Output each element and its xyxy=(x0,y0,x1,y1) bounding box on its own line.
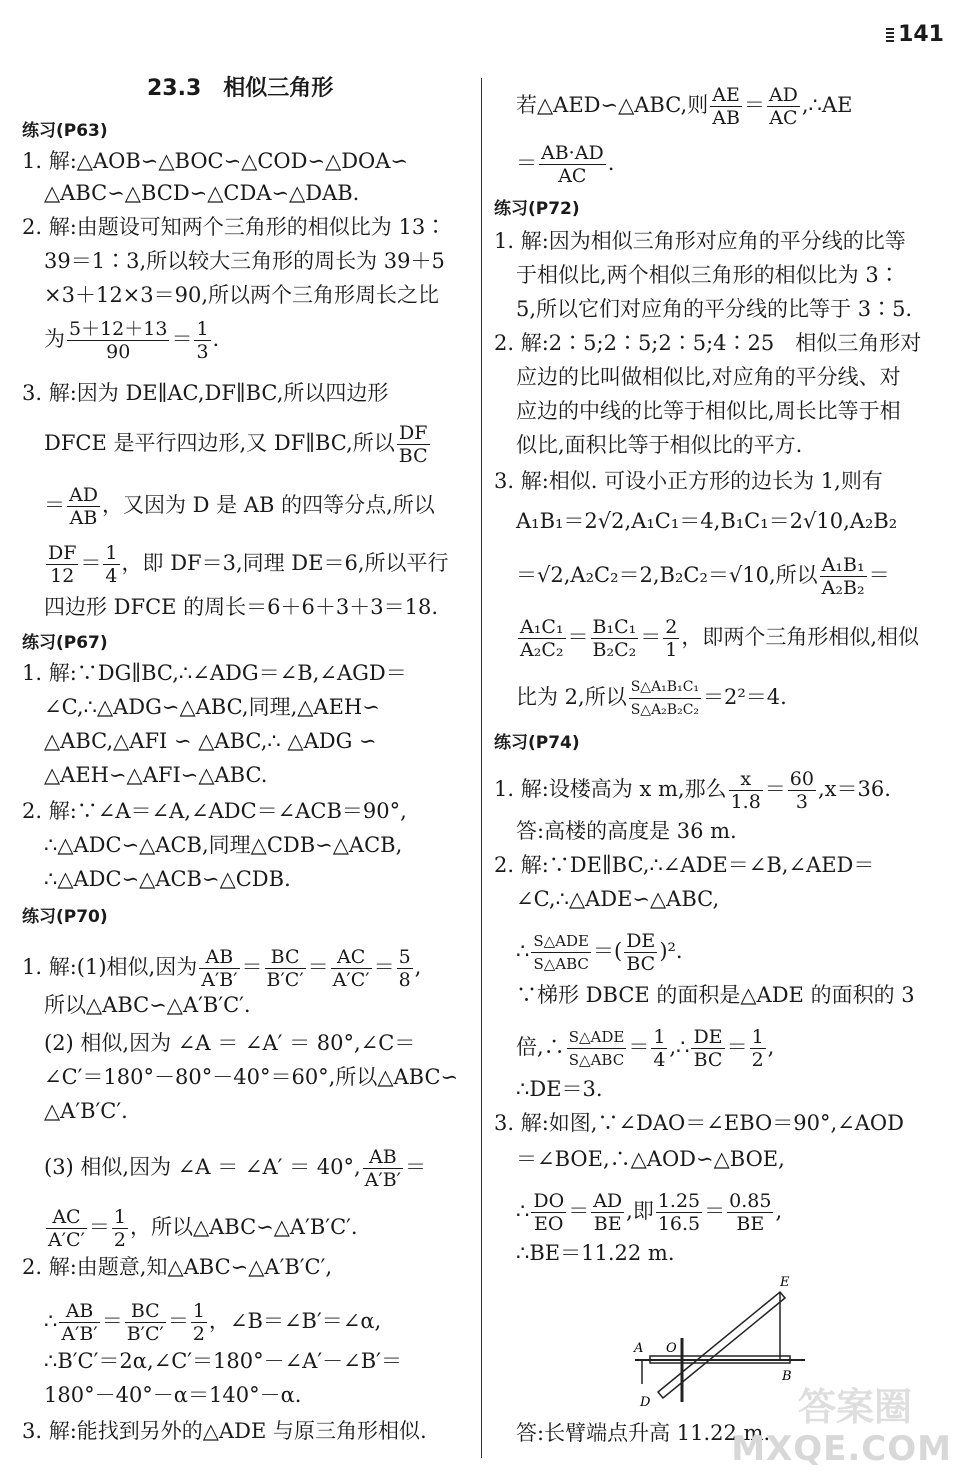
text: ＝ xyxy=(704,1199,726,1223)
text: , xyxy=(414,955,422,979)
text: 1. 解:(1)相似,因为 xyxy=(22,955,198,979)
answer-line: 2. 解:由题意,知△ABC∽△A′B′C′, xyxy=(22,1255,333,1279)
denominator: AB xyxy=(712,107,740,129)
fraction xyxy=(629,676,701,721)
answer-line: A₁B₁＝2√2,A₁C₁＝4,B₁C₁＝2√10,A₂B₂ xyxy=(516,509,898,533)
answer-line: ∵梯形 DBCE 的面积是△ADE 的面积的 3 xyxy=(516,983,915,1007)
fraction-line xyxy=(516,930,683,975)
answer-line: 答:高楼的高度是 36 m. xyxy=(516,819,737,843)
numerator: 1 xyxy=(196,318,209,340)
denominator: AB xyxy=(69,507,98,529)
text: . xyxy=(212,327,220,351)
lever-figure xyxy=(630,1272,820,1412)
numerator: DF xyxy=(397,422,430,445)
denominator: A₂B₂ xyxy=(821,577,865,599)
text: ,x＝36. xyxy=(817,777,891,801)
text: ,即 xyxy=(626,1199,654,1223)
denominator: A′B′ xyxy=(364,1169,401,1191)
text: ＝ xyxy=(307,955,329,979)
denominator: A₂C₂ xyxy=(520,639,564,661)
text: ＝ xyxy=(44,493,65,517)
numerator: 1 xyxy=(751,1026,764,1048)
text: ,∴ xyxy=(669,1035,690,1059)
denominator: 90 xyxy=(106,341,131,363)
numerator: DE xyxy=(693,1026,723,1048)
fraction xyxy=(691,1026,724,1071)
fraction xyxy=(265,946,306,991)
numerator: BC xyxy=(125,1300,166,1323)
exercise-header-p74: 练习(P74) xyxy=(494,733,580,753)
text: ，∠B＝∠B′＝∠α, xyxy=(208,1309,382,1333)
answer-line: 5,所以它们对应角的平分线的比等于 3∶5. xyxy=(516,297,913,321)
text: ＝ xyxy=(241,955,263,979)
answer-line: 3. 解:相似. 可设小正方形的边长为 1,则有 xyxy=(494,469,883,493)
numerator: DF xyxy=(48,542,77,564)
text: ＝ xyxy=(373,955,395,979)
denominator: A′C′ xyxy=(332,969,370,991)
fraction xyxy=(191,1300,207,1345)
numerator: S△ADE xyxy=(567,1026,627,1049)
denominator: 8 xyxy=(398,969,411,991)
fraction-line xyxy=(44,422,432,467)
answer-line: 2. 解:由题设可知两个三角形的相似比为 13∶ xyxy=(22,215,447,239)
numerator: AB xyxy=(363,1146,403,1169)
answer-line: △ABC,△AFI ∽ △ABC,∴ △ADG ∽ xyxy=(44,729,377,753)
fraction xyxy=(567,1026,627,1071)
label-A: A xyxy=(634,1341,644,1356)
fraction xyxy=(363,1146,403,1191)
fraction xyxy=(331,946,372,991)
fraction xyxy=(194,318,210,363)
fraction xyxy=(397,946,413,991)
denominator: BE xyxy=(593,1213,622,1235)
fraction xyxy=(518,616,566,661)
text: . xyxy=(607,151,615,175)
text: ＝ xyxy=(764,777,786,801)
numerator: 5 xyxy=(398,946,411,968)
fraction-chain xyxy=(197,946,422,991)
denominator: B′C′ xyxy=(266,969,304,991)
numerator: 1 xyxy=(192,1300,205,1322)
text: ＝( xyxy=(593,939,623,963)
answer-line: 1. 解:因为相似三角形对应角的平分线的比等 xyxy=(494,229,906,253)
answer-line: △A′B′C′. xyxy=(44,1099,128,1123)
numerator: DO xyxy=(533,1190,565,1212)
text: ＝ xyxy=(567,625,589,649)
denominator: 12 xyxy=(50,565,75,587)
numerator: AE xyxy=(710,84,742,107)
page-number xyxy=(886,22,944,47)
text: 1. 解:设楼高为 x m,那么 xyxy=(494,777,727,801)
fraction xyxy=(651,1026,667,1071)
answer-line: ＝∠BOE,∴△AOD∽△BOE, xyxy=(516,1147,785,1171)
fraction xyxy=(591,1190,624,1235)
denominator: 2 xyxy=(751,1049,764,1071)
denominator: 16.5 xyxy=(657,1213,701,1235)
answer-line: 似比,面积比等于相似比的平方. xyxy=(516,433,803,457)
text: ∴ xyxy=(516,1199,530,1223)
text: ，即 DF＝3,同理 DE＝6,所以平行 xyxy=(121,551,449,575)
text: 倍,∴ xyxy=(516,1035,565,1059)
fraction-line xyxy=(44,1300,381,1345)
answer-line: 答:长臂端点升高 11.22 m. xyxy=(516,1421,771,1445)
fraction-line xyxy=(44,542,449,587)
answer-line: 所以△ABC∽△A′B′C′. xyxy=(44,993,251,1017)
answer-line: △ABC∽△BCD∽△CDA∽△DAB. xyxy=(44,181,360,205)
answer-line: (2) 相似,因为 ∠A ＝ ∠A′ ＝ 80°,∠C＝ xyxy=(44,1031,416,1055)
fraction xyxy=(531,930,591,975)
denominator: 1 xyxy=(665,639,678,661)
fraction xyxy=(767,84,800,129)
numerator: x xyxy=(729,768,763,791)
answer-line: ∠C,∴△ADG∽△ABC,同理,△AEH∽ xyxy=(44,695,380,719)
fraction xyxy=(59,1300,99,1345)
denominator: A′B′ xyxy=(201,969,238,991)
text: ＝ xyxy=(516,151,537,175)
numerator: S△ADE xyxy=(531,930,591,953)
denominator: A′B′ xyxy=(61,1323,98,1345)
fraction xyxy=(67,318,169,363)
page-marker-icon xyxy=(886,28,894,42)
text: ，即两个三角形相似,相似 xyxy=(681,625,920,649)
numerator: B₁C₁ xyxy=(592,616,637,638)
text: ＝2²＝4. xyxy=(703,685,787,709)
fraction xyxy=(103,542,119,587)
denominator: 2 xyxy=(192,1323,205,1345)
numerator: 1.25 xyxy=(657,1190,701,1212)
text: 若△AED∽△ABC,则 xyxy=(516,93,709,117)
answer-line: ∴DE＝3. xyxy=(516,1077,603,1101)
numerator: AB xyxy=(199,946,239,969)
label-E: E xyxy=(780,1275,790,1290)
denominator: EO xyxy=(534,1213,564,1235)
denominator: BC xyxy=(398,445,428,467)
fraction xyxy=(591,616,639,661)
exercise-header-p72: 练习(P72) xyxy=(494,199,580,219)
denominator: S△ABC xyxy=(568,1051,625,1069)
text: ∴ xyxy=(44,1309,58,1333)
answer-line: 于相似比,两个相似三角形的相似比为 3∶ xyxy=(516,263,900,287)
answer-line: 3. 解:能找到另外的△ADE 与原三角形相似. xyxy=(22,1419,427,1443)
label-D: D xyxy=(640,1395,651,1410)
text: ＝√2,A₂C₂＝2,B₂C₂＝√10,所以 xyxy=(516,563,818,587)
fraction-line xyxy=(516,1026,774,1071)
text: 比为 2,所以 xyxy=(516,685,627,709)
text: )². xyxy=(659,939,683,963)
text: ＝ xyxy=(640,625,662,649)
fraction xyxy=(710,84,742,129)
answer-line: ∠C′＝180°－80°－40°＝60°,所以△ABC∽ xyxy=(44,1065,459,1089)
fraction xyxy=(624,930,657,975)
fraction xyxy=(663,616,679,661)
numerator: 2 xyxy=(665,616,678,638)
numerator: 5＋12＋13 xyxy=(69,318,168,340)
text: ,∴AE xyxy=(801,93,853,117)
watermark: MXQE.COM xyxy=(731,1429,952,1469)
fraction-line xyxy=(494,768,891,813)
denominator: B′C′ xyxy=(126,1323,164,1345)
text: ＝ xyxy=(167,1309,189,1333)
fraction-line xyxy=(22,946,421,991)
text: ∴ xyxy=(516,939,530,963)
numerator: 1 xyxy=(653,1026,666,1048)
answer-line: ∴B′C′＝2α,∠C′＝180°－∠A′－∠B′＝ xyxy=(44,1349,402,1373)
text: ＝ xyxy=(868,563,890,587)
numerator: AC xyxy=(46,1206,87,1229)
text: ＝ xyxy=(101,1309,123,1333)
fraction xyxy=(656,1190,702,1235)
fraction-line xyxy=(516,676,787,721)
denominator: A′C′ xyxy=(48,1229,85,1251)
label-B: B xyxy=(782,1369,792,1384)
numerator: 1 xyxy=(113,1206,126,1228)
fraction-line xyxy=(516,616,919,661)
text: ，又因为 D 是 AB 的四等分点,所以 xyxy=(101,493,435,517)
text: ，所以△ABC∽△A′B′C′. xyxy=(129,1215,358,1239)
fraction-line xyxy=(516,1190,782,1235)
text: 为 xyxy=(44,327,65,351)
answer-line: ∠C,∴△ADE∽△ABC, xyxy=(516,887,720,911)
fraction xyxy=(397,422,430,467)
numerator: AB xyxy=(59,1300,99,1323)
fraction-line xyxy=(44,1206,358,1251)
fraction xyxy=(112,1206,128,1251)
numerator: AC xyxy=(331,946,372,969)
answer-line: 3. 解:如图,∵∠DAO＝∠EBO＝90°,∠AOD xyxy=(494,1111,904,1135)
denominator: 2 xyxy=(113,1229,126,1251)
denominator: 1.8 xyxy=(730,791,761,813)
page-number-text: 141 xyxy=(898,22,944,47)
denominator: BE xyxy=(736,1213,765,1235)
numerator: 60 xyxy=(789,768,814,790)
numerator: A₁C₁ xyxy=(520,616,564,638)
numerator: DE xyxy=(626,930,656,952)
fraction-line xyxy=(516,84,852,129)
fraction xyxy=(750,1026,766,1071)
answer-line: 39＝1∶3,所以较大三角形的周长为 39＋5 xyxy=(44,249,445,273)
answer-line: 180°－40°－α＝140°－α. xyxy=(44,1383,302,1407)
text: , xyxy=(775,1199,783,1223)
answer-line: 应边的比叫做相似比,对应角的平分线、对 xyxy=(516,365,901,389)
fraction-line xyxy=(44,484,435,529)
numerator: 0.85 xyxy=(729,1190,772,1212)
fraction xyxy=(125,1300,166,1345)
numerator: 1 xyxy=(105,542,118,564)
numerator: AD xyxy=(593,1190,623,1212)
text: DFCE 是平行四边形,又 DF∥BC,所以 xyxy=(44,431,395,455)
fraction xyxy=(46,542,78,587)
answer-line: 应边的中线的比等于相似比,周长比等于相 xyxy=(516,399,901,423)
text: ＝ xyxy=(628,1035,650,1059)
text: ＝ xyxy=(726,1035,748,1059)
exercise-header-p67: 练习(P67) xyxy=(22,633,108,653)
denominator: AC xyxy=(558,165,587,187)
denominator: S△A₂B₂C₂ xyxy=(630,702,700,718)
denominator: 3 xyxy=(196,341,209,363)
fraction xyxy=(531,1190,566,1235)
answer-line: ∴△ADC∽△ACB∽△CDB. xyxy=(44,867,291,891)
column-divider xyxy=(481,78,482,1458)
numerator: AD xyxy=(69,484,98,506)
denominator: 3 xyxy=(795,791,808,813)
answer-line: ×3＋12×3＝90,所以两个三角形周长之比 xyxy=(44,283,440,307)
denominator: B₂C₂ xyxy=(592,639,637,661)
fraction xyxy=(727,1190,773,1235)
fraction-line xyxy=(44,1146,426,1191)
answer-line: 3. 解:因为 DE∥AC,DF∥BC,所以四边形 xyxy=(22,381,389,405)
answer-line: 2. 解:∵DE∥BC,∴∠ADE＝∠B,∠AED＝ xyxy=(494,853,875,877)
text: ＝ xyxy=(80,551,102,575)
fraction-line xyxy=(44,318,219,363)
answer-line: ∴BE＝11.22 m. xyxy=(516,1241,675,1265)
denominator: AC xyxy=(769,107,798,129)
numerator: BC xyxy=(265,946,306,969)
fraction-line xyxy=(516,554,890,599)
label-O: O xyxy=(666,1341,677,1356)
exercise-header-p70: 练习(P70) xyxy=(22,907,108,927)
denominator: S△ABC xyxy=(533,955,589,973)
text: (3) 相似,因为 ∠A ＝ ∠A′ ＝ 40°, xyxy=(44,1155,361,1179)
text: ＝ xyxy=(88,1215,110,1239)
denominator: BC xyxy=(693,1049,723,1071)
text: ＝ xyxy=(171,327,193,351)
fraction xyxy=(46,1206,87,1251)
numerator: AD xyxy=(768,84,798,106)
answer-line: 四边形 DFCE 的周长＝6＋6＋3＋3＝18. xyxy=(44,595,438,619)
fraction xyxy=(729,768,763,813)
fraction xyxy=(820,554,867,599)
fraction xyxy=(788,768,816,813)
fraction-line xyxy=(516,142,614,187)
text: , xyxy=(767,1035,775,1059)
section-title: 23.3 相似三角形 xyxy=(147,76,334,101)
answer-line: 1. 解:∵DG∥BC,∴∠ADG＝∠B,∠AGD＝ xyxy=(22,661,407,685)
numerator: AB·AD xyxy=(541,142,604,164)
fraction xyxy=(539,142,606,187)
denominator: BC xyxy=(626,953,656,975)
answer-line: △AEH∽△AFI∽△ABC. xyxy=(44,763,268,787)
denominator: 4 xyxy=(105,565,118,587)
answer-line: 1. 解:△AOB∽△BOC∽△COD∽△DOA∽ xyxy=(22,149,409,173)
exercise-header-p63: 练习(P63) xyxy=(22,121,108,141)
numerator: A₁B₁ xyxy=(821,554,865,576)
numerator: S△A₁B₁C₁ xyxy=(629,676,701,699)
fraction xyxy=(199,946,239,991)
answer-line: ∴△ADC∽△ACB,同理△CDB∽△ACB, xyxy=(44,833,403,857)
answer-line: 2. 解:2∶5;2∶5;2∶5;4∶25 相似三角形对 xyxy=(494,331,922,355)
text: ＝ xyxy=(404,1155,426,1179)
watermark-cn: 答案圈 xyxy=(797,1385,912,1429)
denominator: 4 xyxy=(653,1049,666,1071)
lever-arm xyxy=(658,1292,785,1398)
answer-line: 2. 解:∵∠A＝∠A,∠ADC＝∠ACB＝90°, xyxy=(22,799,407,823)
fraction xyxy=(67,484,100,529)
text: ＝ xyxy=(568,1199,590,1223)
text: ＝ xyxy=(743,93,765,117)
